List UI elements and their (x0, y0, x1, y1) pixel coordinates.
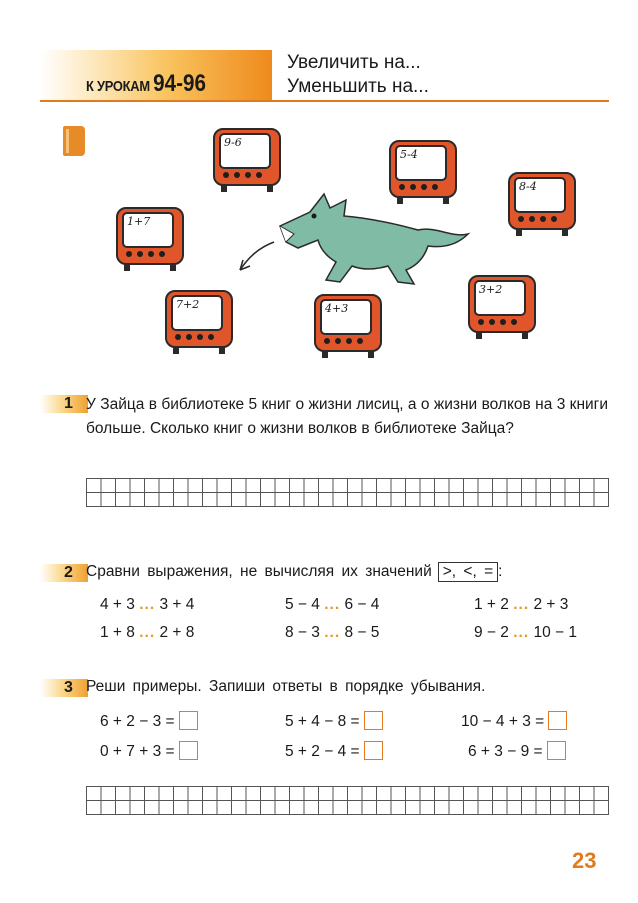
tv-set (468, 275, 536, 339)
tv-set (165, 290, 233, 354)
header-rule (40, 100, 609, 102)
task-2-text: Сравни выражения, не вычисляя их значений >, <, = : (86, 563, 503, 580)
answer-box[interactable] (547, 741, 566, 760)
math-example: 0 + 7 + 3 = (100, 741, 198, 761)
math-example: 5 + 2 − 4 = (285, 741, 383, 761)
answer-box[interactable] (364, 741, 383, 760)
lesson-numbers: 94-96 (153, 70, 206, 97)
tv-expression: 5-4 (400, 148, 418, 161)
compare-slot[interactable]: ... (139, 624, 156, 641)
tv-set (213, 128, 281, 192)
compare-slot[interactable]: ... (513, 596, 530, 613)
answer-grid[interactable] (86, 478, 609, 507)
compare-slot[interactable]: ... (139, 596, 156, 613)
comparison-signs-box: >, <, = (438, 562, 498, 582)
compare-slot[interactable]: ... (324, 624, 341, 641)
math-example: 6 + 2 − 3 = (100, 711, 198, 731)
tv-expression: 9-6 (224, 136, 242, 149)
wolf-illustration (228, 186, 478, 296)
math-example: 10 − 4 + 3 = (461, 711, 567, 731)
compare-slot[interactable]: ... (324, 596, 341, 613)
tv-set (116, 207, 184, 271)
compare-expression: 1 + 2 ... 2 + 3 (474, 596, 569, 613)
answer-grid[interactable] (86, 786, 609, 815)
tv-expression: 7+2 (176, 298, 200, 311)
page-number: 23 (572, 848, 597, 873)
tv-expression: 3+2 (479, 283, 503, 296)
compare-expression: 4 + 3 ... 3 + 4 (100, 596, 195, 613)
topic-title-increase: Увеличить на... (287, 52, 421, 73)
task-1-text: У Зайца в библиотеке 5 книг о жизни лисиц, а о жизни волков на 3 книги больше. Сколько книг о жизни волков в библиотеке Зайца? (86, 396, 608, 437)
tv-expression: 8-4 (519, 180, 537, 193)
tv-set (314, 294, 382, 358)
compare-slot[interactable]: ... (513, 624, 530, 641)
compare-expression: 5 − 4 ... 6 − 4 (285, 596, 380, 613)
task-number: 3 (64, 679, 73, 696)
answer-box[interactable] (548, 711, 567, 730)
topic-title-decrease: Уменьшить на... (287, 76, 429, 97)
math-example: 6 + 3 − 9 = (468, 741, 566, 761)
tv-expression: 1+7 (127, 215, 151, 228)
answer-box[interactable] (179, 711, 198, 730)
task-number: 1 (64, 395, 73, 412)
math-example: 5 + 4 − 8 = (285, 711, 383, 731)
tv-expression: 4+3 (325, 302, 349, 315)
compare-expression: 8 − 3 ... 8 − 5 (285, 624, 380, 641)
book-icon (63, 126, 85, 156)
compare-expression: 9 − 2 ... 10 − 1 (474, 624, 577, 641)
task-number: 2 (64, 564, 73, 581)
answer-box[interactable] (364, 711, 383, 730)
answer-box[interactable] (179, 741, 198, 760)
lesson-label: К УРОКАМ 94-96 (86, 70, 206, 97)
compare-expression: 1 + 8 ... 2 + 8 (100, 624, 195, 641)
task-3-text: Реши примеры. Запиши ответы в порядке убывания. (86, 678, 486, 695)
tv-set (508, 172, 576, 236)
